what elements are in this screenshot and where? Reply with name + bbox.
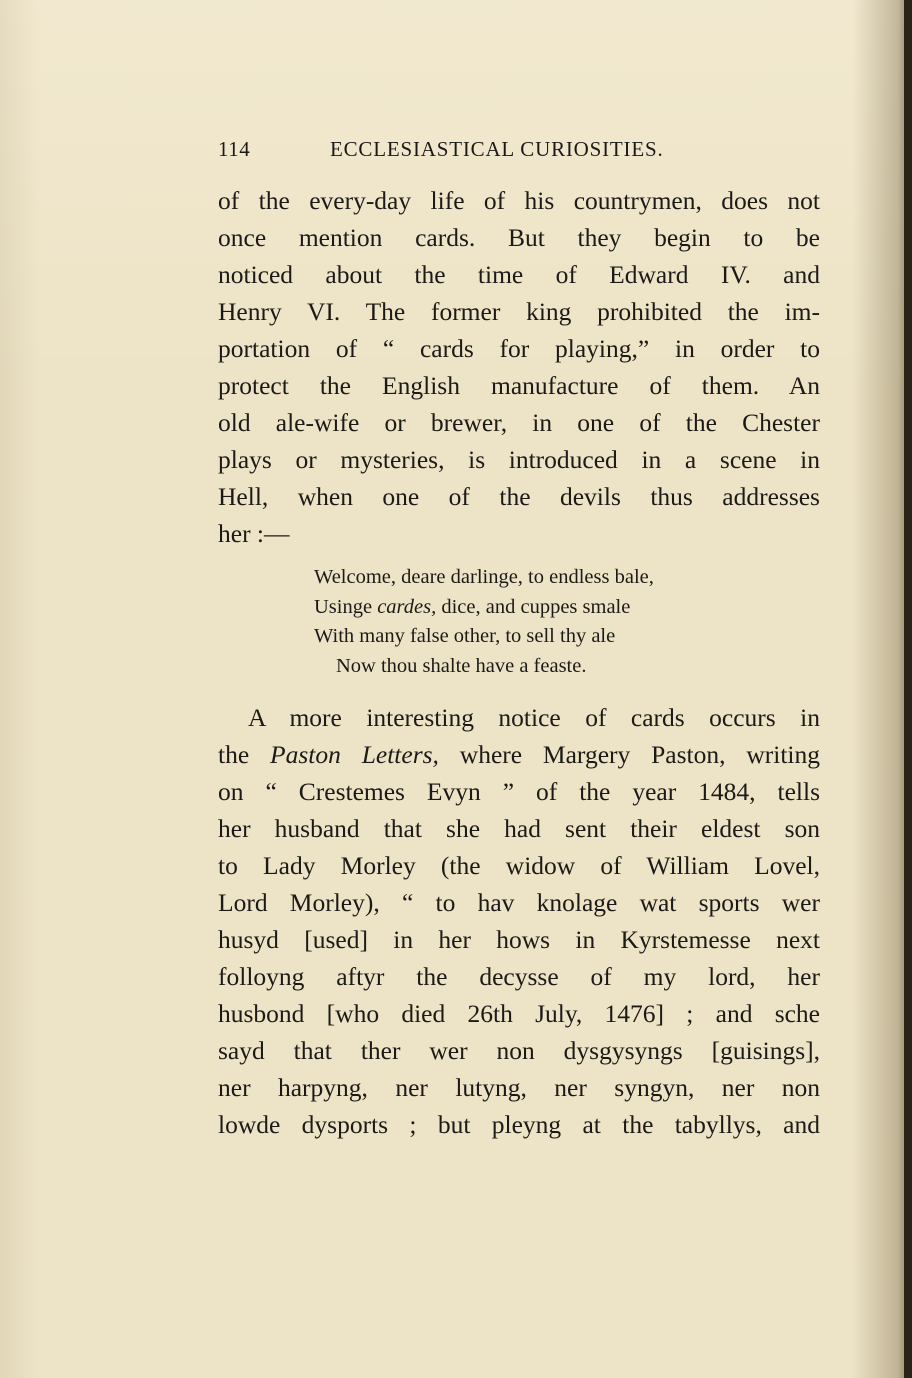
verse-line [314,593,754,623]
paragraph-1-line: Hell, when one of the devils thus addresses [218,482,820,511]
paragraph-1-line: of the every-day life of his countrymen, does not [218,186,820,215]
paragraph-1-line: her :— [218,519,290,548]
paragraph-1 [218,182,820,552]
paragraph-1-line: Henry VI. The former king prohibited the im- [218,297,820,326]
page-edge-shadow [904,0,912,1378]
paragraph-2-italic-title: Paston Letters, [270,740,439,769]
verse-text: dice, and cuppes smale [436,595,631,618]
paragraph-1-line: noticed about the time of Edward IV. and [218,260,820,289]
paragraph-1-line: once mention cards. But they begin to be [218,223,820,252]
paragraph-1-line: plays or mysteries, is introduced in a scene in [218,445,820,474]
paragraph-2-line: lowde dysports ; but pleyng at the tabyllys, and [218,1110,820,1139]
paragraph-1-line: protect the English manufacture of them. An [218,371,820,400]
paragraph-2-text: the [218,740,271,769]
paragraph-2-line: husyd [used] in her hows in Kyrstemesse next [218,925,820,954]
verse-italic-text: cardes, [377,595,437,618]
verse-line: Welcome, deare darlinge, to endless bale, [314,566,654,588]
paragraph-2-line: husbond [who died 26th July, 1476] ; and sche [218,999,820,1028]
page-number: 114 [218,137,251,161]
verse-text: Usinge [314,595,378,618]
verse-quotation [314,563,754,681]
paragraph-1-line: portation of “ cards for playing,” in order to [218,334,820,363]
running-title: ECCLESIASTICAL CURIOSITIES. [330,137,664,161]
running-head [218,137,818,167]
paragraph-2-line: sayd that ther wer non dysgysyngs [guisings], [218,1036,820,1065]
paragraph-2-text: where Margery Paston, writing [438,740,821,769]
paragraph-2-line: folloyng aftyr the decysse of my lord, her [218,962,820,991]
paragraph-2-line: ner harpyng, ner lutyng, ner syngyn, ner non [218,1073,820,1102]
paragraph-2-line: to Lady Morley (the widow of William Lovel, [218,851,820,880]
paragraph-1-line: old ale-wife or brewer, in one of the Chester [218,408,820,437]
paragraph-2 [218,699,820,1143]
verse-line: With many false other, to sell thy ale [314,625,616,647]
paragraph-2-line: A more interesting notice of cards occurs in [248,703,820,732]
paragraph-2-line [218,736,820,773]
paragraph-2-line: Lord Morley), “ to hav knolage wat sports wer [218,888,820,917]
verse-line: Now thou shalte have a feaste. [336,654,587,677]
paragraph-2-line: her husband that she had sent their eldest son [218,814,820,843]
paragraph-2-line: on “ Crestemes Evyn ” of the year 1484, tells [218,777,820,806]
